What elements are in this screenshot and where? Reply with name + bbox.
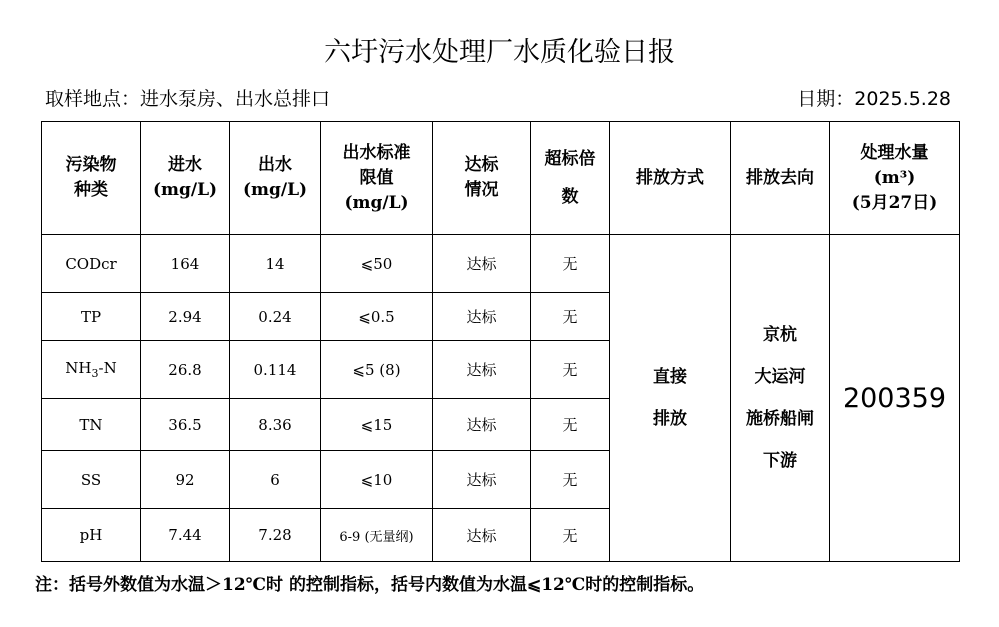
header-status: 达标 情况 — [433, 122, 531, 235]
status-value: 达标 — [433, 235, 531, 293]
status-value: 达标 — [433, 509, 531, 562]
table-row — [42, 235, 960, 293]
report-title: 六圩污水处理厂水质化验日报 — [324, 37, 675, 68]
pollutant-name: TN — [42, 399, 141, 451]
treatment-quantity: 200359 — [830, 235, 960, 562]
pollutant-name: TP — [42, 293, 141, 341]
effluent-value: 0.114 — [230, 341, 321, 399]
pollutant-name: CODcr — [42, 235, 141, 293]
influent-value: 164 — [141, 235, 230, 293]
effluent-value: 14 — [230, 235, 321, 293]
exceed-value: 无 — [531, 399, 610, 451]
effluent-value: 8.36 — [230, 399, 321, 451]
exceed-value: 无 — [531, 509, 610, 562]
effluent-value: 0.24 — [230, 293, 321, 341]
status-value: 达标 — [433, 341, 531, 399]
limit-value: ⩽15 — [321, 399, 433, 451]
influent-value: 7.44 — [141, 509, 230, 562]
limit-value: ⩽50 — [321, 235, 433, 293]
discharge-method-cell: 直接 排放 — [610, 235, 731, 562]
exceed-value: 无 — [531, 341, 610, 399]
limit-value: 6-9 (无量纲) — [321, 509, 433, 562]
header-influent: 进水 (mg/L) — [141, 122, 230, 235]
pollutant-name: SS — [42, 451, 141, 509]
limit-value: ⩽10 — [321, 451, 433, 509]
header-row — [42, 122, 960, 235]
sampling-location: 取样地点：进水泵房、出水总排口 — [45, 88, 331, 110]
influent-value: 2.94 — [141, 293, 230, 341]
header-pollutant: 污染物 种类 — [42, 122, 141, 235]
pollutant-name: $NH_3-N$ — [42, 341, 141, 399]
status-value: 达标 — [433, 451, 531, 509]
effluent-value: 6 — [230, 451, 321, 509]
discharge-destination-cell: 京杭 大运河 施桥船闸 下游 — [731, 235, 830, 562]
footnote: 注：括号外数值为水温＞12℃时 的控制指标，括号内数值为水温⩽12℃时的控制指标。 — [35, 575, 705, 595]
limit-value: ⩽5 (8) — [321, 341, 433, 399]
report-date: 日期：2025.5.28 — [797, 88, 951, 110]
header-limit: 出水标准 限值 (mg/L) — [321, 122, 433, 235]
header-discharge-method: 排放方式 — [610, 122, 731, 235]
exceed-value: 无 — [531, 235, 610, 293]
influent-value: 26.8 — [141, 341, 230, 399]
exceed-value: 无 — [531, 293, 610, 341]
header-effluent: 出水 (mg/L) — [230, 122, 321, 235]
exceed-value: 无 — [531, 451, 610, 509]
limit-value: ⩽0.5 — [321, 293, 433, 341]
header-exceed: 超标倍 数 — [531, 122, 610, 235]
status-value: 达标 — [433, 399, 531, 451]
status-value: 达标 — [433, 293, 531, 341]
header-treatment: 处理水量 (m³) (5月27日) — [830, 122, 960, 235]
influent-value: 92 — [141, 451, 230, 509]
influent-value: 36.5 — [141, 399, 230, 451]
header-discharge-destination: 排放去向 — [731, 122, 830, 235]
water-quality-table — [41, 121, 960, 562]
effluent-value: 7.28 — [230, 509, 321, 562]
pollutant-name: pH — [42, 509, 141, 562]
